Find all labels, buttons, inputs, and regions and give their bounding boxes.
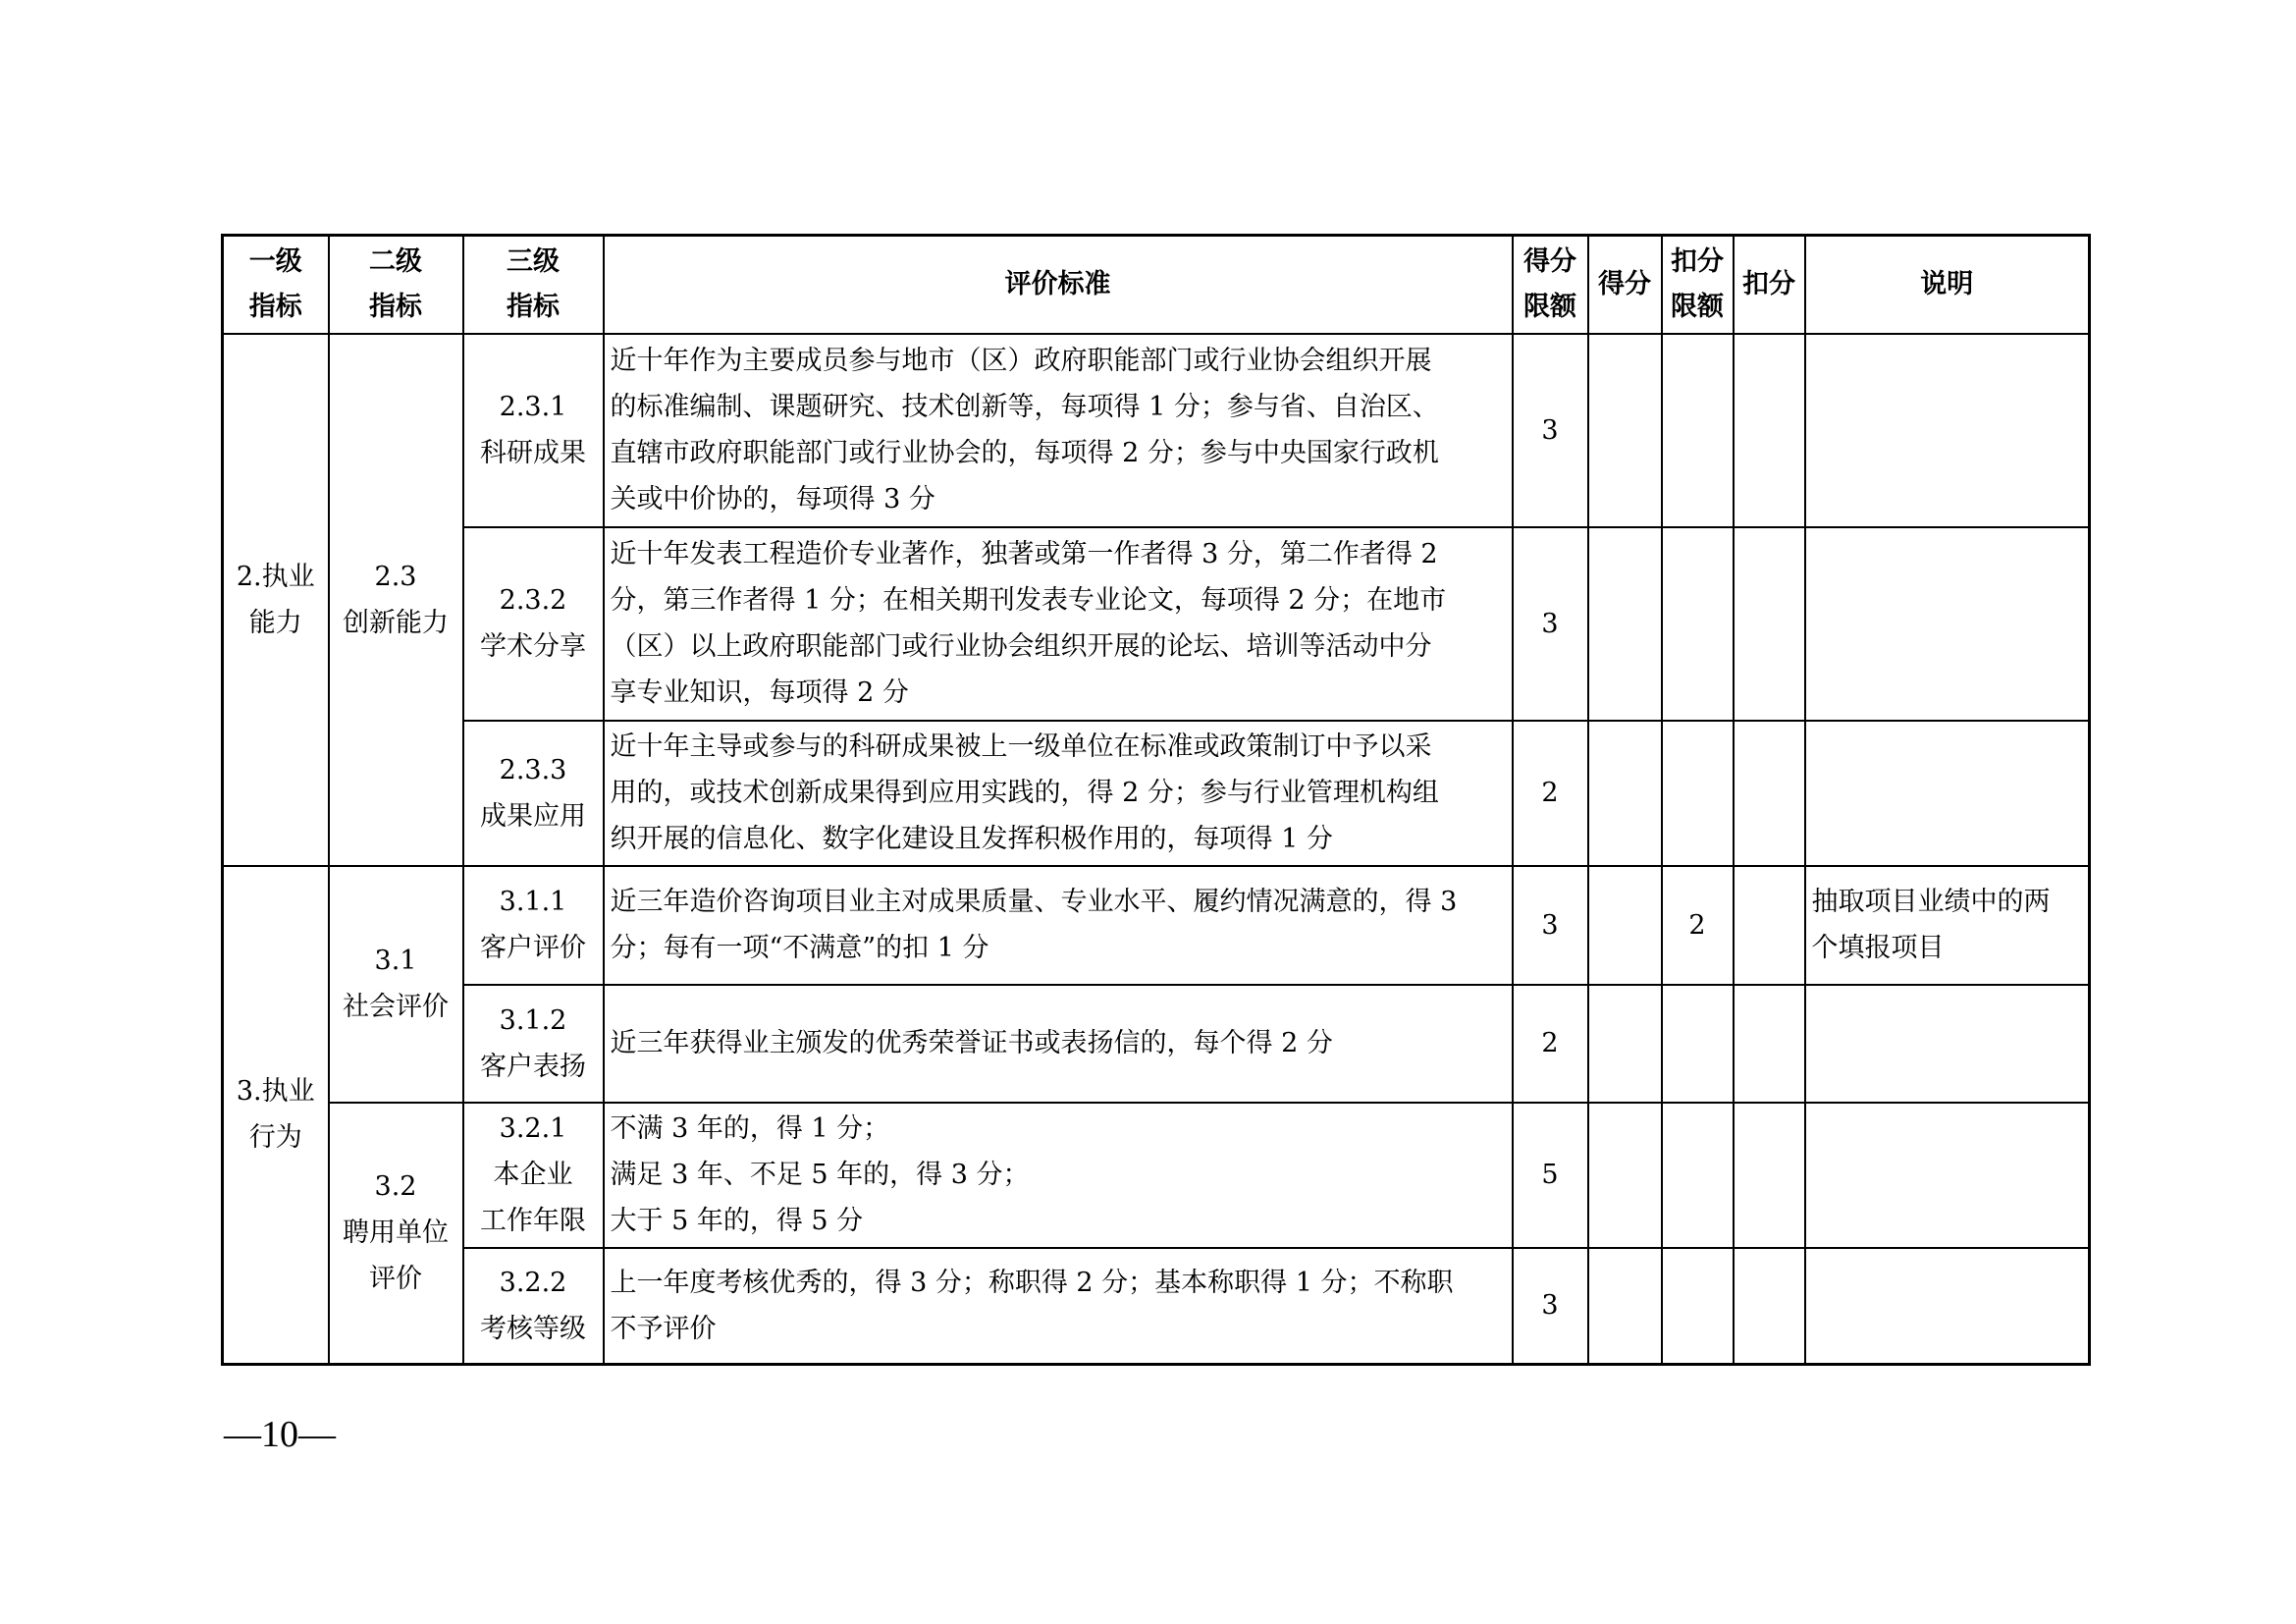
note-cell — [1805, 985, 2090, 1103]
criteria-cell: 不满 3 年的，得 1 分； 满足 3 年、不足 5 年的，得 3 分； 大于 5 年的，得 5 分 — [604, 1103, 1513, 1248]
table-row — [223, 866, 2090, 985]
score-cell — [1588, 721, 1662, 866]
score-limit-cell: 3 — [1513, 866, 1588, 985]
deduct-limit-cell — [1662, 985, 1734, 1103]
header-note: 说明 — [1805, 236, 2090, 334]
deduct-limit-cell — [1662, 721, 1734, 866]
criteria-cell: 上一年度考核优秀的，得 3 分；称职得 2 分；基本称职得 1 分；不称职 不予评价 — [604, 1248, 1513, 1365]
header-criteria: 评价标准 — [604, 236, 1513, 334]
deduct-cell — [1734, 721, 1805, 866]
table-row — [223, 721, 2090, 866]
header-level1: 一级 指标 — [223, 236, 329, 334]
level3-cell: 2.3.3 成果应用 — [463, 721, 604, 866]
header-score: 得分 — [1588, 236, 1662, 334]
criteria-cell: 近三年获得业主颁发的优秀荣誉证书或表扬信的，每个得 2 分 — [604, 985, 1513, 1103]
deduct-limit-cell — [1662, 334, 1734, 527]
level3-cell: 2.3.1 科研成果 — [463, 334, 604, 527]
score-limit-cell: 3 — [1513, 334, 1588, 527]
deduct-cell — [1734, 985, 1805, 1103]
note-cell — [1805, 1103, 2090, 1248]
level1-cell: 3.执业 行为 — [223, 866, 329, 1365]
table-row — [223, 527, 2090, 721]
level2-cell: 2.3 创新能力 — [329, 334, 463, 866]
note-cell — [1805, 721, 2090, 866]
score-limit-cell: 5 — [1513, 1103, 1588, 1248]
page-number: —10— — [224, 1414, 336, 1455]
header-level3: 三级 指标 — [463, 236, 604, 334]
note-cell: 抽取项目业绩中的两 个填报项目 — [1805, 866, 2090, 985]
score-limit-cell: 3 — [1513, 1248, 1588, 1365]
note-cell — [1805, 1248, 2090, 1365]
level2-cell: 3.1 社会评价 — [329, 866, 463, 1103]
level3-cell: 3.1.2 客户表扬 — [463, 985, 604, 1103]
header-row — [223, 236, 2090, 334]
header-score-limit: 得分 限额 — [1513, 236, 1588, 334]
score-cell — [1588, 334, 1662, 527]
deduct-cell — [1734, 866, 1805, 985]
deduct-limit-cell — [1662, 527, 1734, 721]
criteria-cell: 近十年发表工程造价专业著作，独著或第一作者得 3 分，第二作者得 2 分，第三作者得 1 分；在相关期刊发表专业论文，每项得 2 分；在地市 （区）以上政府职能部门或行业协会组织开展的论坛、培训等活动中分 享专业知识，每项得 2 分 — [604, 527, 1513, 721]
score-cell — [1588, 527, 1662, 721]
evaluation-table — [221, 234, 2091, 1366]
score-cell — [1588, 866, 1662, 985]
header-level2: 二级 指标 — [329, 236, 463, 334]
criteria-cell: 近十年作为主要成员参与地市（区）政府职能部门或行业协会组织开展 的标准编制、课题研究、技术创新等，每项得 1 分；参与省、自治区、 直辖市政府职能部门或行业协会的，每项得 2 分；参与中央国家行政机 关或中价协的，每项得 3 分 — [604, 334, 1513, 527]
level3-cell: 2.3.2 学术分享 — [463, 527, 604, 721]
score-limit-cell: 3 — [1513, 527, 1588, 721]
level1-cell: 2.执业 能力 — [223, 334, 329, 866]
criteria-cell: 近十年主导或参与的科研成果被上一级单位在标准或政策制订中予以采 用的，或技术创新成果得到应用实践的，得 2 分；参与行业管理机构组 织开展的信息化、数字化建设且发挥积极作用的，每项得 1 分 — [604, 721, 1513, 866]
deduct-cell — [1734, 1248, 1805, 1365]
level3-cell: 3.1.1 客户评价 — [463, 866, 604, 985]
level3-cell: 3.2.2 考核等级 — [463, 1248, 604, 1365]
deduct-limit-cell — [1662, 1103, 1734, 1248]
header-deduct: 扣分 — [1734, 236, 1805, 334]
note-cell — [1805, 527, 2090, 721]
score-limit-cell: 2 — [1513, 985, 1588, 1103]
deduct-cell — [1734, 527, 1805, 721]
table-row — [223, 1248, 2090, 1365]
deduct-limit-cell — [1662, 1248, 1734, 1365]
level2-cell: 3.2 聘用单位 评价 — [329, 1103, 463, 1365]
score-cell — [1588, 985, 1662, 1103]
note-cell — [1805, 334, 2090, 527]
score-limit-cell: 2 — [1513, 721, 1588, 866]
level3-cell: 3.2.1 本企业 工作年限 — [463, 1103, 604, 1248]
table-row — [223, 334, 2090, 527]
criteria-cell: 近三年造价咨询项目业主对成果质量、专业水平、履约情况满意的，得 3 分；每有一项“不满意”的扣 1 分 — [604, 866, 1513, 985]
table-row — [223, 985, 2090, 1103]
score-cell — [1588, 1248, 1662, 1365]
deduct-cell — [1734, 1103, 1805, 1248]
deduct-cell — [1734, 334, 1805, 527]
score-cell — [1588, 1103, 1662, 1248]
deduct-limit-cell: 2 — [1662, 866, 1734, 985]
table-row — [223, 1103, 2090, 1248]
header-deduct-limit: 扣分 限额 — [1662, 236, 1734, 334]
